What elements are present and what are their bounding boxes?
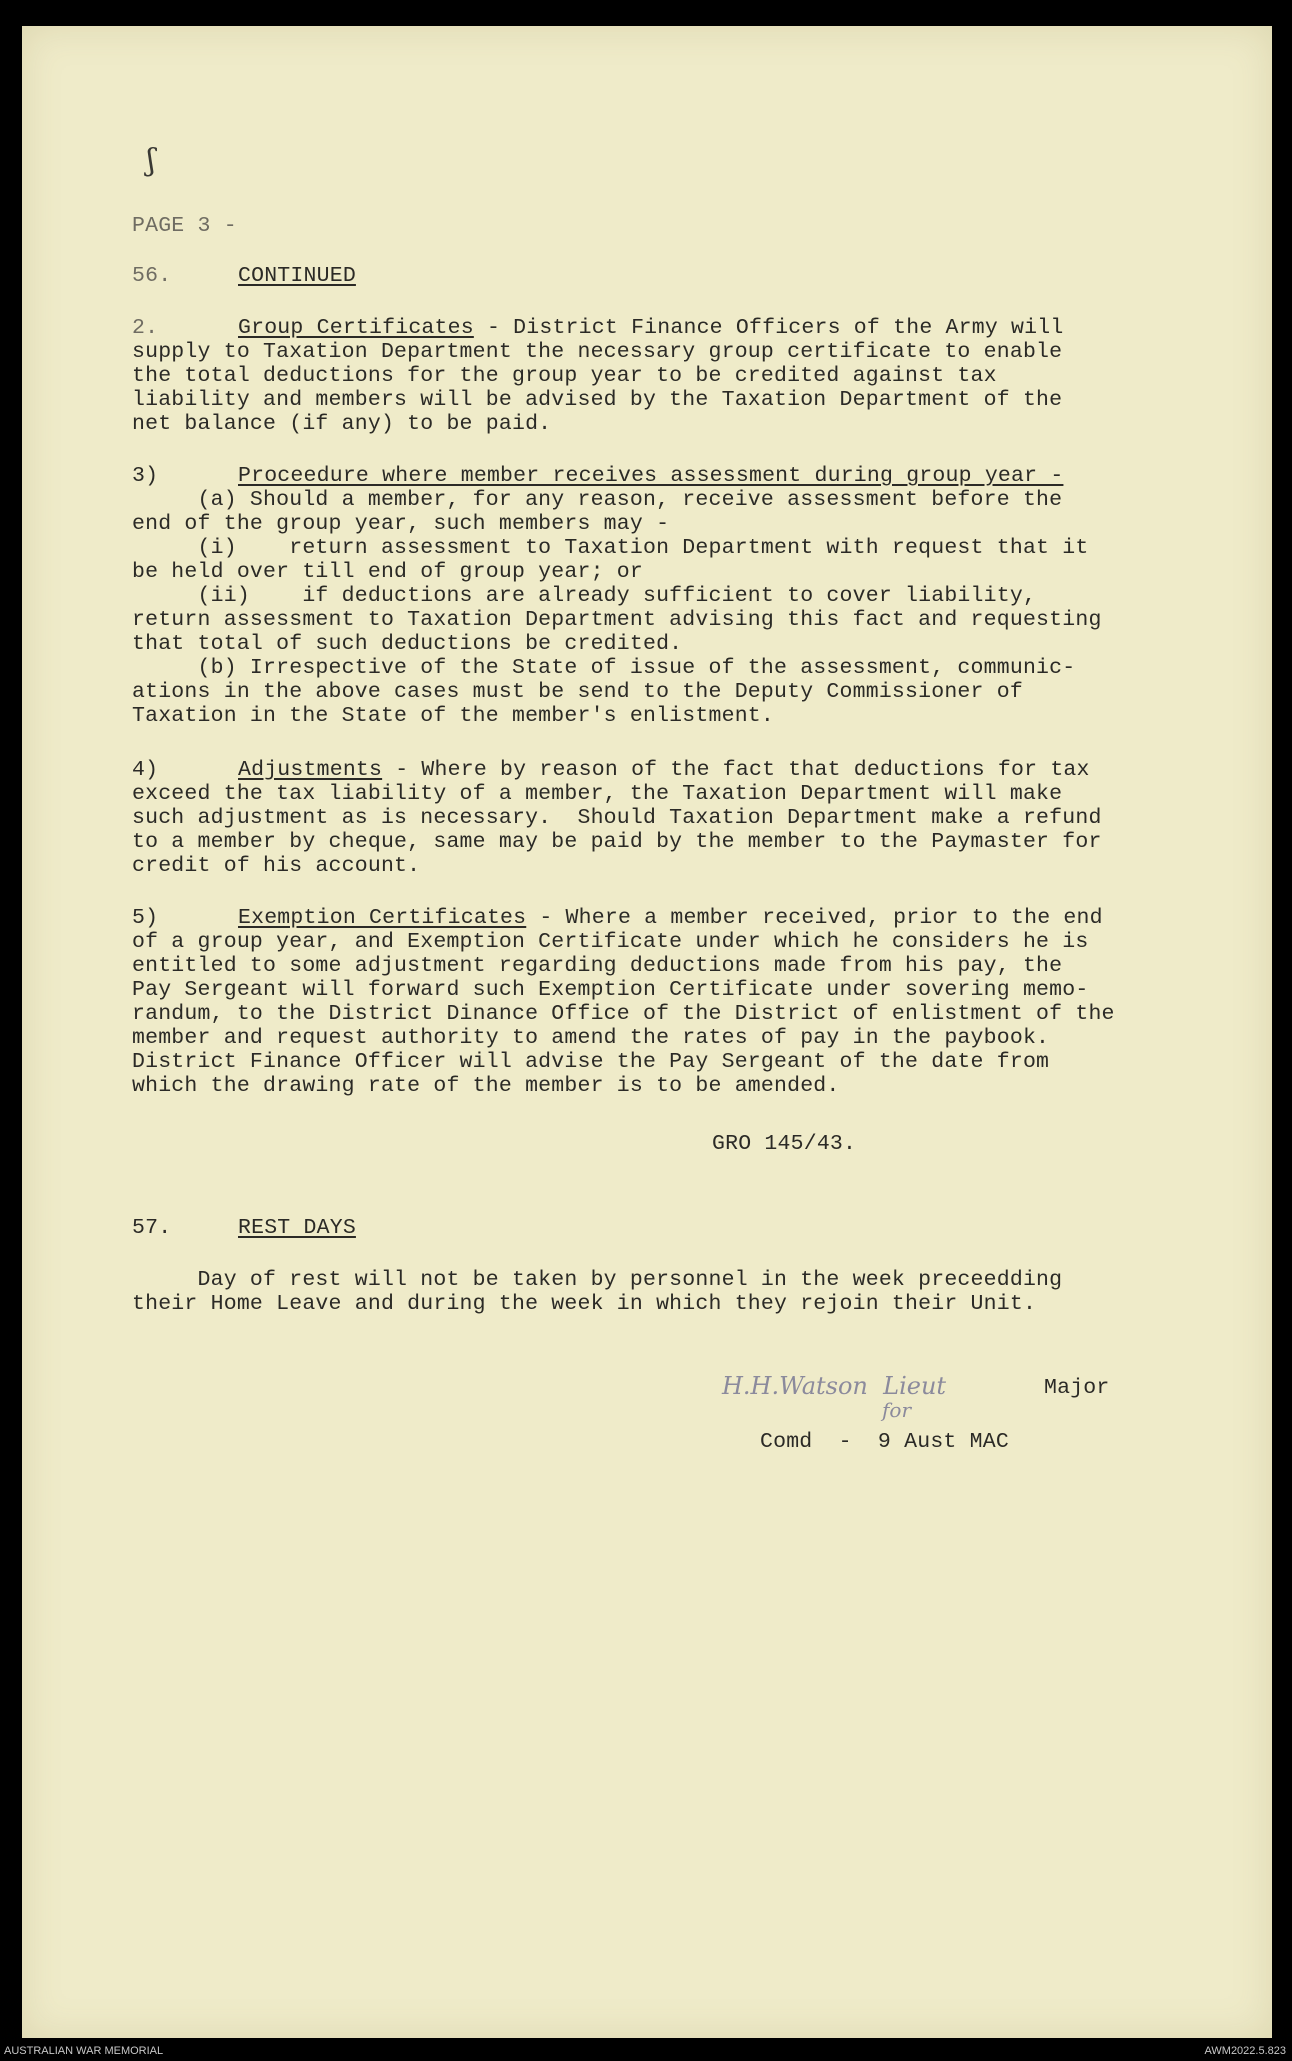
para-3-line-10: Taxation in the State of the member's enlistment.: [132, 704, 775, 728]
para-5-line-d: randum, to the District Dinance Office of the District of enlistment of the: [132, 1002, 1115, 1026]
handwritten-signature: H.H.Watson Lieut: [722, 1372, 947, 1400]
para-4-line-c: to a member by cheque, same may be paid by the member to the Paymaster for: [132, 830, 1102, 854]
signature-unit: Comd - 9 Aust MAC: [760, 1430, 1009, 1454]
handwritten-for: for: [882, 1398, 912, 1422]
para-2-title: Group Certificates: [238, 316, 474, 340]
section-57-line-1: Day of rest will not be taken by personnel in the week preceedding: [132, 1268, 1063, 1292]
para-4-line-d: credit of his account.: [132, 854, 421, 878]
para-3-line-7: that total of such deductions be credited.: [132, 632, 683, 656]
para-3-line-9: ations in the above cases must be send to the Deputy Commissioner of: [132, 680, 1023, 704]
para-3-line-8: (b) Irrespective of the State of issue of the assessment, communic-: [132, 656, 1076, 680]
document-page: [22, 26, 1272, 2038]
footer-item-id: AWM2022.5.823: [1204, 2045, 1286, 2057]
para-3-line-6: return assessment to Taxation Department advising this fact and requesting: [132, 608, 1102, 632]
para-5-line1: - Where a member received, prior to the end: [526, 906, 1103, 930]
para-4-first-line: [238, 758, 1090, 782]
para-5-line-g: which the drawing rate of the member is to be amended.: [132, 1074, 840, 1098]
para-3-line-1: (a) Should a member, for any reason, receive assessment before the: [132, 488, 1063, 512]
para-3-title: Proceedure where member receives assessment during group year -: [238, 464, 1064, 488]
para-5-first-line: [238, 906, 1103, 930]
para-3-line-4: be held over till end of group year; or: [132, 560, 643, 584]
footer-archive-name: AUSTRALIAN WAR MEMORIAL: [4, 2045, 164, 2057]
para-3-line-2: end of the group year, such members may -: [132, 512, 670, 536]
para-5-line-a: of a group year, and Exemption Certificate under which he considers he is: [132, 930, 1089, 954]
para-2-first-line: [238, 316, 1063, 340]
page-header: PAGE 3 -: [132, 214, 237, 238]
section-57-number: 57.: [132, 1216, 172, 1240]
para-3-line-5: (ii) if deductions are already sufficient to cover liability,: [132, 584, 1037, 608]
para-4-line-b: such adjustment as is necessary. Should Taxation Department make a refund: [132, 806, 1102, 830]
para-5-line-e: member and request authority to amend the rates of pay in the paybook.: [132, 1026, 1050, 1050]
para-5-line-b: entitled to some adjustment regarding deductions made from his pay, the: [132, 954, 1063, 978]
para-5-line-f: District Finance Officer will advise the Pay Sergeant of the date from: [132, 1050, 1050, 1074]
para-2-number: 2.: [132, 316, 159, 340]
para-3-number: 3): [132, 464, 159, 488]
para-5-title: Exemption Certificates: [238, 906, 527, 930]
section-57-line-2: their Home Leave and during the week in which they rejoin their Unit.: [132, 1292, 1037, 1316]
para-2-line-d: net balance (if any) to be paid.: [132, 412, 552, 436]
para-4-title: Adjustments: [238, 758, 383, 782]
section-56-number: 56.: [132, 264, 172, 288]
section-56-heading: CONTINUED: [238, 264, 356, 288]
para-2-line-a: supply to Taxation Department the necessary group certificate to enable: [132, 340, 1063, 364]
para-2-line-c: liability and members will be advised by the Taxation Department of the: [132, 388, 1063, 412]
para-5-line-c: Pay Sergeant will forward such Exemption Certificate under sovering memo-: [132, 978, 1089, 1002]
para-4-line-a: exceed the tax liability of a member, the Taxation Department will make: [132, 782, 1063, 806]
para-2-line1: - District Finance Officers of the Army will: [473, 316, 1064, 340]
gro-reference: GRO 145/43.: [712, 1132, 857, 1156]
para-2-line-b: the total deductions for the group year to be credited against tax: [132, 364, 997, 388]
signature-rank: Major: [1044, 1376, 1110, 1400]
para-5-number: 5): [132, 906, 159, 930]
section-57-heading: REST DAYS: [238, 1216, 356, 1240]
para-3-line-3: (i) return assessment to Taxation Department with request that it: [132, 536, 1089, 560]
para-4-number: 4): [132, 758, 159, 782]
handwritten-tick-mark: ʃ: [147, 143, 156, 178]
para-4-line1: - Where by reason of the fact that deductions for tax: [382, 758, 1090, 782]
